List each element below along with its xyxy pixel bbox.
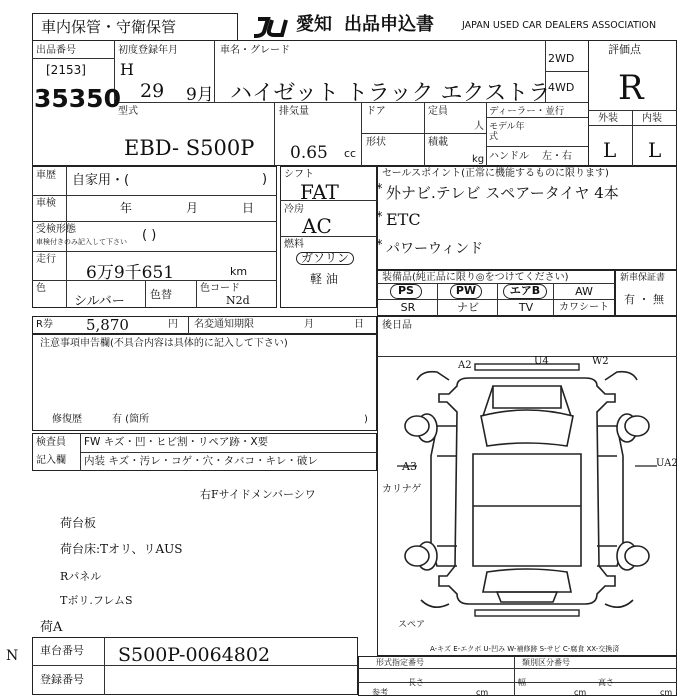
car-diagram — [377, 356, 677, 626]
lot-sub-number: [2153] — [46, 63, 86, 77]
inspector-row-1: FW キズ・凹・ヒビ割・リペア跡・X要 — [84, 436, 269, 448]
form-spec-label: 形式指定番号 — [376, 658, 424, 667]
handle-opts: 左・右 — [542, 151, 572, 162]
width-unit: cm — [574, 688, 587, 697]
class-spec-label: 類別区分番号 — [522, 658, 570, 667]
received-paren: ( ) — [142, 228, 157, 243]
address-day: 日 — [354, 319, 364, 330]
diagram-label-u4: U4 — [534, 356, 549, 367]
first-reg-year: 29 — [140, 80, 165, 102]
english-title: JAPAN USED CAR DEALERS ASSOCIATION — [462, 20, 657, 31]
color-change-label: 色替 — [150, 288, 172, 301]
chassis-value: S500P-0064802 — [118, 644, 271, 666]
shape-label: 形状 — [366, 137, 386, 148]
warranty-opts: 有 ・ 無 — [624, 293, 664, 306]
registration-label: 登録番号 — [40, 673, 84, 686]
mileage-label: 走行 — [36, 254, 56, 265]
diagram-label-spare: スペア — [398, 620, 426, 630]
inspector-row-2: 内装 キズ・汚レ・コゲ・穴・タバコ・キレ・破レ — [84, 455, 318, 467]
height-unit: cm — [660, 688, 673, 697]
color-label: 色 — [36, 283, 46, 294]
storage-label-box — [32, 13, 238, 41]
rating-int-label: 内装 — [642, 113, 662, 124]
fuel-label: 燃料 — [284, 239, 304, 250]
load-label: 積載 — [428, 137, 448, 148]
color-code-label: 色コード — [200, 283, 240, 294]
length-unit: cm — [476, 688, 489, 697]
sales-point-label: セールスポイント(正常に機能するものに限ります) — [382, 168, 609, 179]
equipment-label: 装備品(純正品に限り◎をつけてください) — [382, 272, 569, 283]
history-label: 車歴 — [36, 170, 56, 181]
sales-point-item-2: ETC — [386, 210, 421, 229]
fuel-diesel: 軽 油 — [310, 272, 338, 286]
capacity-label: 定員 — [428, 106, 448, 117]
first-reg-label: 初度登録年月 — [118, 45, 178, 56]
first-reg-era: H — [120, 60, 134, 79]
inspection-month: 月 — [186, 201, 199, 215]
load-unit: kg — [472, 154, 485, 165]
equipment-sr: SR — [400, 301, 416, 314]
handle-label: ハンドル — [489, 151, 529, 162]
equipment-pw: PW — [450, 284, 482, 299]
displacement-value: 0.65 — [290, 143, 328, 163]
mileage-value: 6万9千651 — [86, 263, 175, 283]
color-value: シルバー — [74, 294, 125, 309]
sales-point-item-3: パワーウィンド — [386, 241, 484, 257]
diagram-label-a2: A2 — [458, 360, 472, 371]
rear-seat-label: 後日品 — [382, 320, 412, 331]
ac-value: AC — [302, 214, 332, 238]
displacement-label: 排気量 — [279, 106, 309, 117]
ref-label: 参考 — [372, 688, 388, 697]
sales-point-item-1: 外ナビ.テレビ スペアータイヤ 4本 — [386, 184, 619, 202]
note-line-2: 荷台板 — [60, 516, 97, 530]
fuel-gasoline: ガソリン — [296, 252, 354, 265]
drive-2wd: 2WD — [548, 52, 575, 65]
damage-legend: A-キズ E-エクボ U-凹み W-補修跡 S-サビ C-腐食 XX-交換済 — [430, 645, 620, 653]
rating-label: 評価点 — [608, 43, 641, 56]
equipment-airbag: エアB — [503, 284, 547, 299]
recycle-value: 5,870 — [86, 316, 129, 334]
diagram-label-karih: カリナゲ — [382, 484, 422, 495]
received-label: 受検形態 — [36, 224, 76, 235]
note-line-1: 右Fサイドメンバーシワ — [200, 488, 316, 501]
ju-logo — [252, 16, 296, 38]
diagram-label-a3: A3 — [402, 460, 417, 473]
ju-logo-icon — [252, 16, 296, 38]
warranty-label: 新車保証書 — [620, 273, 666, 283]
rating-int-value: L — [648, 138, 662, 162]
equipment-tv: TV — [518, 301, 534, 314]
address-month: 月 — [304, 319, 314, 330]
model-year-label: モデル年式 — [489, 122, 525, 142]
inspection-day: 日 — [242, 201, 255, 215]
org-name: 愛知 — [296, 14, 332, 35]
inspection-year: 年 — [120, 201, 133, 215]
model-name-label: 車名・グレード — [220, 45, 290, 56]
model-code-label: 型式 — [118, 106, 138, 117]
note-line-6: 荷A — [40, 620, 63, 635]
inspector-label-1: 検査員 — [36, 437, 66, 448]
first-reg-month: 9月 — [186, 85, 214, 105]
doors-label: ドア — [366, 106, 386, 117]
recycle-label: R券 — [36, 319, 53, 330]
equipment-aw: AW — [575, 285, 593, 298]
ac-label: 冷房 — [284, 204, 304, 215]
note-line-5: Tボリ.フレムS — [60, 594, 133, 607]
equipment-wow-seat: カワシート — [559, 302, 609, 313]
drive-4wd: 4WD — [548, 81, 575, 94]
diagram-label-w2: W2 — [592, 356, 609, 367]
displacement-unit: cc — [344, 147, 357, 160]
note-line-4: Rパネル — [60, 570, 102, 583]
doc-title: 出品申込書 — [344, 14, 434, 35]
repair-value: 有 (箇所 — [112, 414, 150, 425]
received-note: 車検付きのみ記入して下さい — [36, 238, 127, 246]
model-name-value: ハイゼット トラック エクストラ — [230, 81, 551, 106]
equipment-navi: ナビ — [457, 301, 479, 314]
shift-value: FAT — [300, 180, 339, 204]
model-code-value: EBD- S500P — [124, 136, 255, 160]
history-value: 自家用・( — [72, 173, 130, 188]
lot-label: 出品番号 — [36, 45, 76, 56]
capacity-unit: 人 — [474, 121, 484, 132]
note-line-7: N — [6, 648, 19, 664]
repair-label: 修復歴 — [52, 414, 82, 425]
shift-label: シフト — [284, 169, 314, 180]
mileage-unit: km — [230, 265, 248, 278]
lot-number: 35350 — [34, 84, 121, 113]
note-line-3: 荷台床:Tオリ、リAUS — [60, 542, 183, 556]
rating-ext-value: L — [603, 138, 617, 162]
storage-label: 車内保管・守衛保管 — [41, 18, 177, 36]
diagram-label-ua2: UA2 — [656, 458, 678, 469]
address-deadline-label: 名変通知期限 — [194, 319, 254, 330]
rating-value: R — [618, 68, 644, 108]
chassis-label: 車台番号 — [40, 644, 84, 657]
notes-label: 注意事項申告欄(不具合内容は具体的に記入して下さい) — [40, 338, 288, 349]
rating-ext-label: 外装 — [598, 113, 618, 124]
equipment-ps: PS — [390, 284, 422, 299]
width-label: 幅 — [518, 678, 526, 687]
inspection-label: 車検 — [36, 198, 56, 209]
height-label: 高さ — [598, 678, 614, 687]
recycle-unit: 円 — [168, 319, 178, 330]
length-label: 長さ — [408, 678, 424, 687]
inspector-label-2: 記入欄 — [36, 455, 66, 466]
color-code-value: N2d — [226, 294, 250, 307]
dealer-label: ディーラー・並行 — [489, 106, 565, 117]
